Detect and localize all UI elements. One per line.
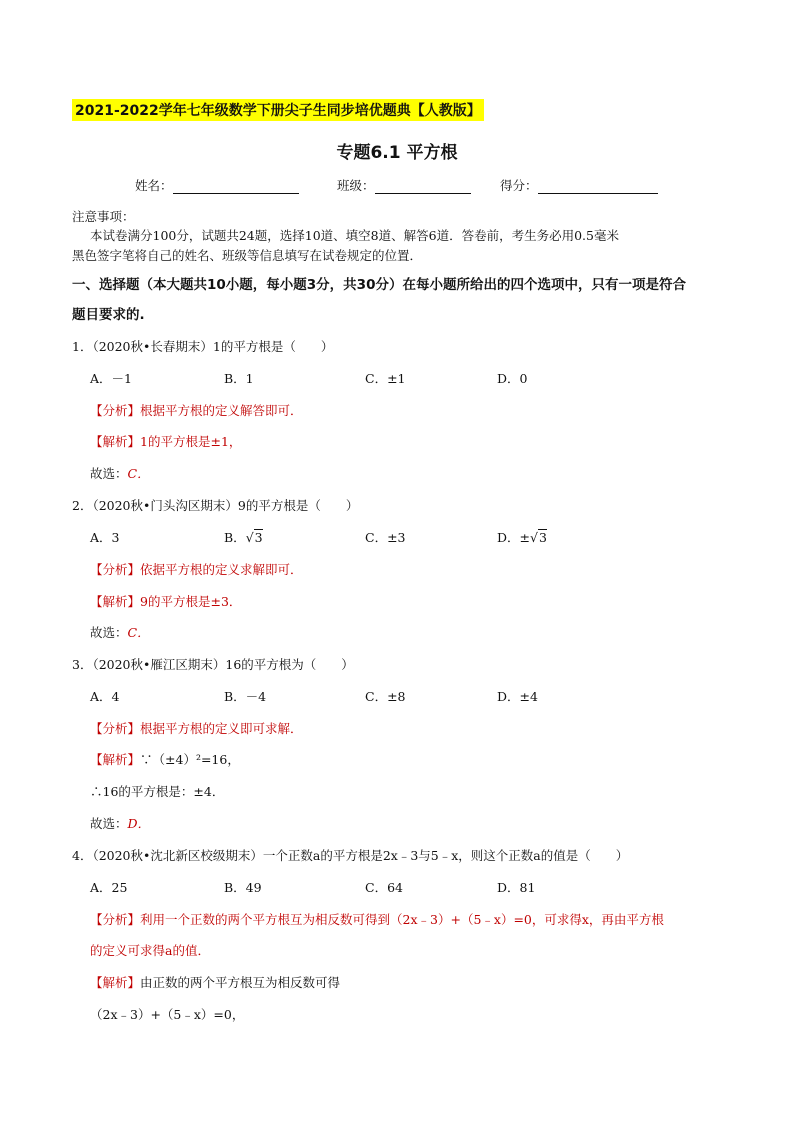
option-label: B．	[224, 530, 246, 545]
solution-text: 9的平方根是±3．	[140, 594, 242, 609]
analysis-text: 根据平方根的定义解答即可．	[140, 403, 303, 418]
question-1-option-b: B．1	[224, 371, 254, 386]
answer-prefix: 故选：	[90, 816, 128, 831]
sqrt-3: √3	[530, 530, 547, 545]
answer-prefix: 故选：	[90, 466, 128, 481]
name-field	[135, 176, 299, 194]
question-4-solution-line-2: （2x﹣3）+（5﹣x）=0，	[90, 1007, 245, 1022]
analysis-text: 依据平方根的定义求解即可．	[140, 562, 303, 577]
sqrt-3: √3	[245, 530, 263, 545]
question-4-analysis-line-2: 的定义可求得a的值．	[90, 943, 210, 958]
name-label: 姓名：	[135, 178, 173, 193]
question-1-option-d: D．0	[497, 371, 528, 386]
analysis-tag: 【分析】	[90, 912, 141, 927]
score-blank	[538, 181, 658, 194]
analysis-tag: 【分析】	[90, 562, 141, 577]
analysis-text: 利用一个正数的两个平方根互为相反数可得到（2x﹣3）+（5﹣x）=0，可求得x，再由平方根	[140, 912, 664, 927]
question-4-analysis	[90, 910, 664, 928]
name-blank	[173, 181, 299, 194]
notes-line-2: 黑色签字笔将自己的姓名、班级等信息填写在试卷规定的位置．	[72, 248, 423, 263]
solution-tag: 【解析】	[90, 594, 141, 609]
question-1-option-a: A．－1	[90, 371, 132, 386]
analysis-tag: 【分析】	[90, 403, 141, 418]
section-heading-line-2: 题目要求的.	[72, 307, 145, 323]
section-heading-line-1: 一、选择题（本大题共10小题，每小题3分，共30分）在每小题所给出的四个选项中，只有一项是符合	[72, 277, 686, 293]
answer-value: C．	[127, 625, 150, 640]
solution-tag: 【解析】	[90, 975, 141, 990]
analysis-text: 根据平方根的定义即可求解．	[140, 721, 303, 736]
series-banner: 2021-2022学年七年级数学下册尖子生同步培优题典【人教版】	[72, 99, 484, 121]
option-label: D．±	[497, 530, 530, 545]
question-2-option-a: A．3	[90, 530, 120, 545]
solution-tag: 【解析】	[90, 752, 141, 767]
solution-text: 1的平方根是±1，	[140, 434, 242, 449]
question-4-option-b: B．49	[224, 880, 262, 895]
question-2-answer	[90, 623, 150, 641]
solution-tag: 【解析】	[90, 434, 141, 449]
answer-value: D．	[127, 816, 151, 831]
question-1-option-c: C．±1	[365, 371, 406, 386]
question-3-option-d: D．±4	[497, 689, 538, 704]
class-label: 班级：	[337, 178, 375, 193]
score-field	[500, 176, 658, 194]
radicand: 3	[254, 530, 263, 545]
question-1-stem: 1．（2020秋•长春期末）1的平方根是（ ）	[72, 339, 334, 354]
question-4-option-c: C．64	[365, 880, 403, 895]
question-2-analysis	[90, 560, 303, 578]
question-2-solution	[90, 592, 241, 610]
class-field	[337, 176, 471, 194]
notes-line-1: 本试卷满分100分，试题共24题，选择10道、填空8道、解答6道．答卷前，考生务必用0.5毫米	[90, 228, 619, 243]
solution-text: ∵（±4）²=16，	[140, 752, 240, 767]
question-2-option-c: C．±3	[365, 530, 406, 545]
question-2-option-b	[224, 528, 263, 546]
class-blank	[375, 181, 471, 194]
notes-heading: 注意事项：	[72, 209, 135, 224]
question-3-option-b: B．－4	[224, 689, 267, 704]
page-title: 专题6.1 平方根	[336, 143, 458, 163]
question-1-analysis	[90, 401, 303, 419]
question-3-solution-line-2: ∴16的平方根是：±4．	[90, 784, 225, 799]
question-3-solution	[90, 750, 240, 768]
question-4-option-a: A．25	[90, 880, 128, 895]
question-1-solution	[90, 432, 241, 450]
score-label: 得分：	[500, 178, 538, 193]
question-3-option-a: A．4	[90, 689, 120, 704]
question-2-option-d	[497, 528, 547, 546]
radicand: 3	[538, 530, 547, 545]
answer-value: C．	[127, 466, 150, 481]
question-3-analysis	[90, 719, 303, 737]
answer-prefix: 故选：	[90, 625, 128, 640]
question-3-option-c: C．±8	[365, 689, 406, 704]
question-2-stem: 2．（2020秋•门头沟区期末）9的平方根是（ ）	[72, 498, 359, 513]
question-3-stem: 3．（2020秋•雁江区期末）16的平方根为（ ）	[72, 657, 354, 672]
solution-text: 由正数的两个平方根互为相反数可得	[140, 975, 341, 990]
question-3-answer	[90, 814, 150, 832]
question-4-solution	[90, 973, 340, 991]
question-4-option-d: D．81	[497, 880, 536, 895]
question-4-stem: 4．（2020秋•沈北新区校级期末）一个正数a的平方根是2x﹣3与5﹣x，则这个正数a的值是（ ）	[72, 848, 629, 863]
analysis-tag: 【分析】	[90, 721, 141, 736]
question-1-answer	[90, 464, 150, 482]
